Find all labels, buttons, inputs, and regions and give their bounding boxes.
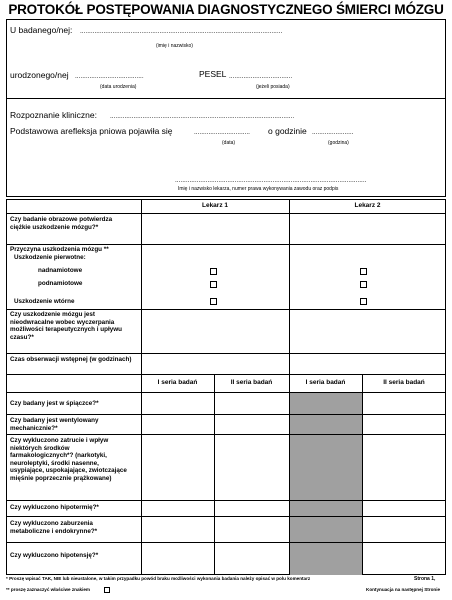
date-caption: (data) xyxy=(222,140,236,146)
doctor1-secondary-checkbox[interactable] xyxy=(210,298,217,305)
row-hypotension: Czy wykluczono hipotensję?* xyxy=(10,552,99,559)
areflexia-label: Podstawowa arefleksja pniowa pojawiła się xyxy=(10,126,173,136)
clinical-diagnosis-label: Rozpoznanie kliniczne: xyxy=(10,110,97,120)
examined-label: U badanego/nej: xyxy=(10,25,73,35)
hour-caption: (godzina) xyxy=(328,140,349,146)
page-number: Strona 1, xyxy=(414,576,436,582)
supratentorial-label: nadnamiotowe xyxy=(38,267,83,274)
clinical-diagnosis-field[interactable]: ...................................................................................................... xyxy=(110,113,295,120)
grid-line xyxy=(6,392,446,393)
grid-line xyxy=(6,353,446,354)
grid-line xyxy=(362,374,363,575)
doctor2-series2-header: II seria badań xyxy=(383,379,425,386)
doctor2-secondary-checkbox[interactable] xyxy=(360,298,367,305)
at-hour-label: o godzinie xyxy=(268,126,307,136)
gray-cell xyxy=(289,392,362,575)
birthdate-caption: (data urodzenia) xyxy=(100,84,137,90)
doctor1-series1-header: I seria badań xyxy=(157,379,198,386)
doctor2-supratentorial-checkbox[interactable] xyxy=(360,268,367,275)
row-metabolic: Czy wykluczono zaburzenia metaboliczne i endokrynne?* xyxy=(10,520,98,535)
grid-line xyxy=(6,500,446,501)
grid-line xyxy=(6,213,446,214)
patient-info-box xyxy=(6,19,446,197)
doctor2-subtentorial-checkbox[interactable] xyxy=(360,281,367,288)
grid-line xyxy=(6,244,446,245)
row-imaging: Czy badanie obrazowe potwierdza ciężkie uszkodzenie mózgu?* xyxy=(10,216,113,231)
doctor2-header: Lekarz 2 xyxy=(354,202,381,209)
row-cause: Przyczyna uszkodzenia mózgu ** xyxy=(10,246,109,253)
subtentorial-label: podnamiotowe xyxy=(38,280,83,287)
signature-caption: Imię i nazwisko lekarza, numer prawa wykonywania zawodu oraz podpis xyxy=(178,186,339,192)
name-caption: (imię i nazwisko) xyxy=(156,43,193,49)
born-label: urodzonego/nej xyxy=(10,70,69,80)
row-ventilated: Czy badany jest wentylowany mechanicznie?* xyxy=(10,417,99,432)
pesel-field[interactable]: ................................... xyxy=(229,73,293,80)
row-coma: Czy badany jest w śpiączce?* xyxy=(10,400,99,407)
checkbox-icon xyxy=(104,587,110,593)
areflexia-hour-field[interactable]: ....................... xyxy=(312,129,354,136)
row-observation: Czas obserwacji wstępnej (w godzinach) xyxy=(10,356,132,363)
row-hypothermia: Czy wykluczono hipotermię?* xyxy=(10,504,99,511)
row-poisoning: Czy wykluczono zatrucie i wpływ niektórych środków farmakologicznych*? (narkotyki, neuroleptyki, środki nasenne, usypiające, uspokajające, zwiotczające mięśnie poprzecznie prążkowane) xyxy=(10,437,127,482)
pesel-label: PESEL xyxy=(199,69,227,79)
pesel-caption: (jeżeli posiada) xyxy=(256,84,290,90)
signature-field[interactable]: .......................................................................................................... xyxy=(175,177,367,184)
grid-line xyxy=(6,309,446,310)
grid-line xyxy=(6,516,446,517)
secondary-damage-label: Uszkodzenie wtórne xyxy=(14,298,75,305)
divider xyxy=(6,98,446,99)
footnote-1: * Proszę wpisać TAK, NIE lub nieustalone, w takim przypadku powód braku możliwości wykonania badania należy opisać w polu komentarz xyxy=(6,576,311,581)
doctor2-series1-header: I seria badań xyxy=(305,379,346,386)
doctor1-supratentorial-checkbox[interactable] xyxy=(210,268,217,275)
grid-line xyxy=(6,542,446,543)
areflexia-date-field[interactable]: ............................... xyxy=(194,129,250,136)
doctor1-subtentorial-checkbox[interactable] xyxy=(210,281,217,288)
page-title: PROTOKÓŁ POSTĘPOWANIA DIAGNOSTYCZNEGO ŚMIERCI MÓZGU xyxy=(8,2,444,17)
primary-damage-label: Uszkodzenie pierwotne: xyxy=(14,254,86,261)
examined-name-field[interactable]: ................................................................................................................ xyxy=(80,28,283,35)
grid-line xyxy=(214,374,215,575)
doctor1-series2-header: II seria badań xyxy=(230,379,273,386)
grid-line xyxy=(6,434,446,435)
footnote-2: ** proszę zaznaczyć właściwe znakiem xyxy=(6,587,91,592)
grid-line xyxy=(141,199,142,575)
grid-line xyxy=(6,414,446,415)
grid-line xyxy=(289,199,290,575)
birthdate-field[interactable]: ...................................... xyxy=(75,73,144,80)
continued-note: Kontynuacja na następnej Stronie xyxy=(366,587,441,592)
row-irreversible: Czy uszkodzenie mózgu jest nieodwracalne wobec wyczerpania możliwości terapeutycznych i upływu czasu?* xyxy=(10,311,122,341)
grid-line xyxy=(6,374,446,375)
doctor1-header: Lekarz 1 xyxy=(201,202,229,209)
